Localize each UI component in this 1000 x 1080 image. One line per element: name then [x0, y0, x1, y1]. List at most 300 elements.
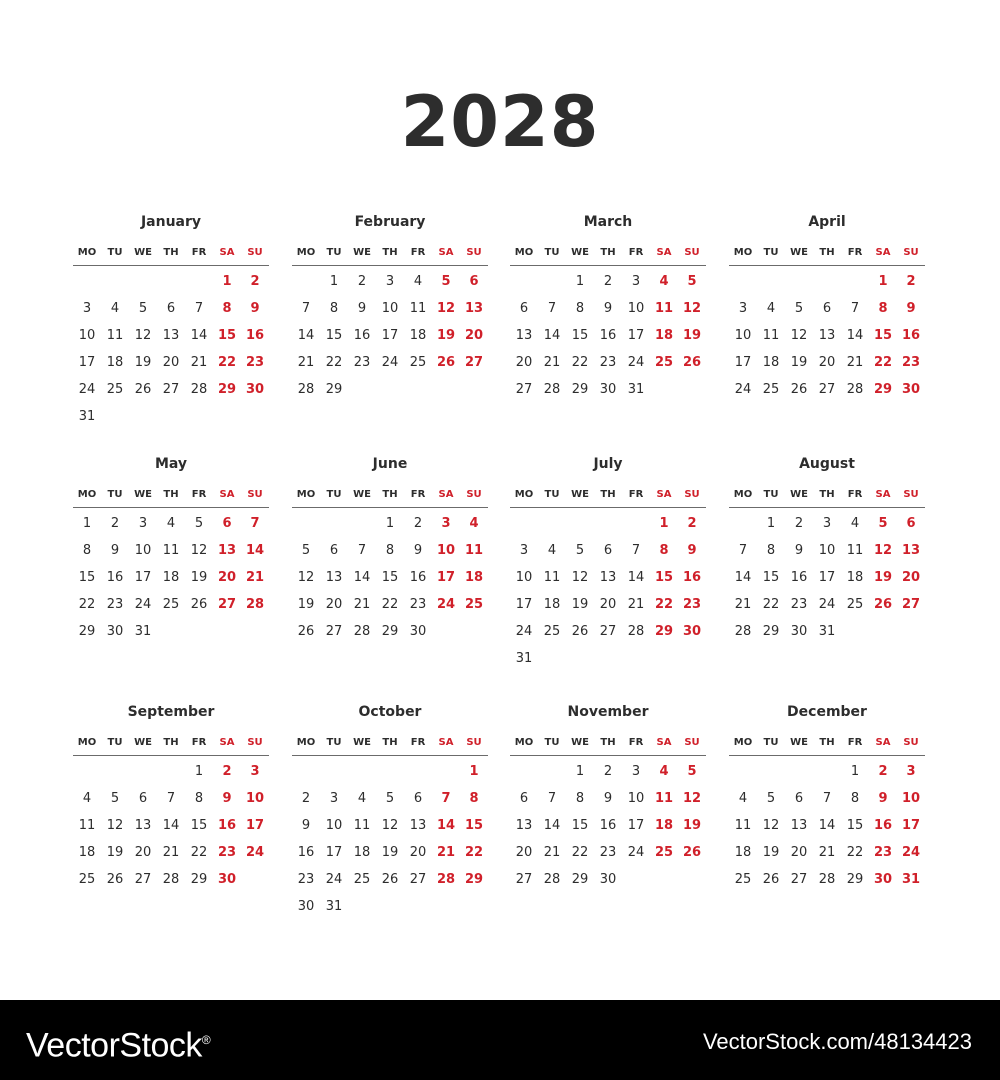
- day: 27: [790, 872, 808, 887]
- day: 15: [381, 570, 399, 585]
- weekday-header: SA: [875, 737, 891, 748]
- day: 19: [790, 355, 808, 370]
- weekday-header: WE: [571, 247, 589, 258]
- weekday-header: FR: [410, 737, 426, 748]
- day: 6: [519, 301, 529, 316]
- day: 29: [762, 624, 780, 639]
- weekday-header: MO: [514, 247, 534, 258]
- month-name: February: [354, 214, 426, 230]
- empty-cell: [785, 758, 813, 785]
- day: 14: [543, 818, 561, 833]
- weekend-day: 6: [906, 516, 916, 531]
- weekday-header: WE: [134, 247, 152, 258]
- weekday-header: TU: [326, 737, 342, 748]
- weekday-header: FR: [847, 247, 863, 258]
- weekday-header: SA: [656, 737, 672, 748]
- month-june: [292, 454, 488, 645]
- weekend-day: 31: [901, 872, 921, 887]
- weekend-day: 10: [245, 791, 265, 806]
- month-november: [510, 702, 706, 893]
- day: 13: [515, 328, 533, 343]
- weekend-day: 23: [682, 597, 702, 612]
- day: 3: [738, 301, 748, 316]
- day: 6: [413, 791, 423, 806]
- weekend-day: 4: [469, 516, 479, 531]
- day: 28: [162, 872, 180, 887]
- weekday-header: FR: [191, 737, 207, 748]
- month-august: [729, 454, 925, 645]
- day: 10: [134, 543, 152, 558]
- month-name: May: [154, 456, 188, 472]
- day: 10: [381, 301, 399, 316]
- day: 25: [734, 872, 752, 887]
- day: 8: [385, 543, 395, 558]
- month-september: [73, 702, 269, 893]
- day: 6: [138, 791, 148, 806]
- weekday-header: WE: [790, 489, 808, 500]
- weekend-day: 8: [469, 791, 479, 806]
- weekday-header: SU: [247, 737, 263, 748]
- weekday-header: TU: [544, 489, 560, 500]
- calendar-year-title: 2028: [400, 81, 600, 163]
- weekend-day: 30: [245, 382, 265, 397]
- day: 17: [627, 818, 645, 833]
- day: 5: [794, 301, 804, 316]
- weekend-day: 15: [464, 818, 484, 833]
- day: 19: [762, 845, 780, 860]
- empty-cell: [320, 510, 348, 537]
- weekend-day: 23: [901, 355, 921, 370]
- weekday-header-row: [729, 488, 925, 508]
- day: 20: [515, 845, 533, 860]
- weekend-day: 19: [682, 818, 702, 833]
- empty-cell: [813, 758, 841, 785]
- day: 16: [599, 328, 617, 343]
- empty-cell: [841, 268, 869, 295]
- weekday-header-row: [729, 736, 925, 756]
- month-name: March: [583, 214, 633, 230]
- day: 27: [515, 872, 533, 887]
- day: 3: [519, 543, 529, 558]
- weekday-header: WE: [134, 489, 152, 500]
- weekend-day: 3: [906, 764, 916, 779]
- day: 10: [627, 791, 645, 806]
- weekend-day: 26: [436, 355, 456, 370]
- day: 8: [575, 301, 585, 316]
- day: 15: [78, 570, 96, 585]
- weekend-day: 23: [245, 355, 265, 370]
- weekday-header: SA: [219, 489, 235, 500]
- day: 26: [106, 872, 124, 887]
- weekday-header: TH: [382, 247, 398, 258]
- month-december: [729, 702, 925, 893]
- day: 9: [794, 543, 804, 558]
- day: 22: [762, 597, 780, 612]
- weekend-day: 18: [654, 818, 674, 833]
- day: 11: [734, 818, 752, 833]
- day: 20: [134, 845, 152, 860]
- weekend-day: 13: [901, 543, 921, 558]
- day: 6: [166, 301, 176, 316]
- day: 1: [575, 274, 585, 289]
- day: 18: [162, 570, 180, 585]
- weekday-header: TU: [326, 489, 342, 500]
- day: 20: [325, 597, 343, 612]
- day: 4: [357, 791, 367, 806]
- weekday-header: TU: [107, 247, 123, 258]
- day: 18: [409, 328, 427, 343]
- weekend-day: 26: [682, 845, 702, 860]
- watermark-footer: [0, 1000, 1000, 1080]
- weekend-day: 25: [464, 597, 484, 612]
- weekday-header: TH: [600, 247, 616, 258]
- day: 17: [381, 328, 399, 343]
- day: 21: [162, 845, 180, 860]
- day: 6: [794, 791, 804, 806]
- day: 10: [515, 570, 533, 585]
- weekday-header-row: [729, 246, 925, 266]
- day: 2: [794, 516, 804, 531]
- day: 8: [575, 791, 585, 806]
- day: 28: [734, 624, 752, 639]
- day: 29: [571, 382, 589, 397]
- month-january: [73, 212, 269, 430]
- weekday-header: WE: [571, 489, 589, 500]
- day: 21: [818, 845, 836, 860]
- day: 4: [110, 301, 120, 316]
- day: 17: [325, 845, 343, 860]
- day: 7: [194, 301, 204, 316]
- weekday-header: SU: [903, 247, 919, 258]
- day: 15: [762, 570, 780, 585]
- weekend-day: 28: [245, 597, 265, 612]
- weekday-header-row: [292, 246, 488, 266]
- day: 5: [301, 543, 311, 558]
- weekday-header: TU: [763, 247, 779, 258]
- day: 25: [162, 597, 180, 612]
- day: 12: [190, 543, 208, 558]
- day: 22: [325, 355, 343, 370]
- day: 9: [357, 301, 367, 316]
- weekend-day: 24: [901, 845, 921, 860]
- day-grid: [73, 756, 269, 893]
- day: 13: [325, 570, 343, 585]
- day: 12: [571, 570, 589, 585]
- day: 31: [818, 624, 836, 639]
- day-grid: [292, 508, 488, 645]
- empty-cell: [157, 758, 185, 785]
- empty-cell: [73, 758, 101, 785]
- day: 1: [329, 274, 339, 289]
- weekend-day: 23: [873, 845, 893, 860]
- weekday-header: TU: [544, 247, 560, 258]
- day: 27: [325, 624, 343, 639]
- day: 21: [846, 355, 864, 370]
- day: 17: [134, 570, 152, 585]
- day: 20: [515, 355, 533, 370]
- weekday-header: MO: [296, 247, 316, 258]
- empty-cell: [185, 268, 213, 295]
- weekend-day: 2: [878, 764, 888, 779]
- weekend-day: 9: [687, 543, 697, 558]
- weekend-day: 25: [654, 355, 674, 370]
- weekday-header: SA: [656, 489, 672, 500]
- weekend-day: 15: [873, 328, 893, 343]
- weekday-header: WE: [571, 737, 589, 748]
- day: 25: [78, 872, 96, 887]
- weekend-day: 17: [901, 818, 921, 833]
- weekend-day: 26: [682, 355, 702, 370]
- day: 25: [353, 872, 371, 887]
- day: 5: [385, 791, 395, 806]
- day: 17: [734, 355, 752, 370]
- day: 18: [762, 355, 780, 370]
- day: 14: [543, 328, 561, 343]
- month-name: April: [808, 214, 846, 230]
- weekend-day: 10: [901, 791, 921, 806]
- image-id: VectorStock.com/48134423: [702, 1029, 972, 1054]
- weekend-day: 8: [222, 301, 232, 316]
- weekday-header: SU: [903, 489, 919, 500]
- day: 8: [850, 791, 860, 806]
- day: 18: [78, 845, 96, 860]
- day: 28: [543, 872, 561, 887]
- weekday-header: TH: [163, 737, 179, 748]
- day: 26: [134, 382, 152, 397]
- month-march: [510, 212, 706, 403]
- day: 14: [627, 570, 645, 585]
- day: 15: [846, 818, 864, 833]
- day: 5: [194, 516, 204, 531]
- day: 25: [409, 355, 427, 370]
- weekend-day: 9: [906, 301, 916, 316]
- day: 24: [627, 355, 645, 370]
- day: 7: [631, 543, 641, 558]
- empty-cell: [292, 268, 320, 295]
- day: 7: [357, 543, 367, 558]
- empty-cell: [129, 758, 157, 785]
- empty-cell: [348, 510, 376, 537]
- day: 14: [297, 328, 315, 343]
- weekday-header: MO: [733, 247, 753, 258]
- day: 23: [106, 597, 124, 612]
- empty-cell: [432, 758, 460, 785]
- day: 15: [571, 818, 589, 833]
- weekend-day: 29: [464, 872, 484, 887]
- month-name: January: [140, 214, 202, 230]
- day: 8: [194, 791, 204, 806]
- day: 12: [790, 328, 808, 343]
- day-grid: [510, 508, 706, 672]
- day: 18: [846, 570, 864, 585]
- day: 23: [599, 845, 617, 860]
- weekend-day: 5: [441, 274, 451, 289]
- weekend-day: 2: [906, 274, 916, 289]
- weekend-day: 11: [464, 543, 484, 558]
- weekday-header: SU: [903, 737, 919, 748]
- weekday-header: SA: [875, 489, 891, 500]
- day: 3: [822, 516, 832, 531]
- day: 13: [162, 328, 180, 343]
- day: 9: [413, 543, 423, 558]
- vectorstock-logo: VectorStock®: [26, 1026, 211, 1065]
- day: 25: [762, 382, 780, 397]
- day: 31: [78, 409, 96, 424]
- day: 4: [82, 791, 92, 806]
- weekday-header: TH: [600, 489, 616, 500]
- day: 25: [543, 624, 561, 639]
- weekend-day: 11: [654, 301, 674, 316]
- weekend-day: 28: [436, 872, 456, 887]
- weekend-day: 22: [217, 355, 237, 370]
- day: 30: [790, 624, 808, 639]
- empty-cell: [320, 758, 348, 785]
- day: 10: [734, 328, 752, 343]
- weekend-day: 23: [217, 845, 237, 860]
- empty-cell: [538, 268, 566, 295]
- day: 7: [738, 543, 748, 558]
- day: 12: [381, 818, 399, 833]
- day: 2: [110, 516, 120, 531]
- weekday-header: TH: [600, 737, 616, 748]
- weekend-day: 3: [441, 516, 451, 531]
- empty-cell: [566, 510, 594, 537]
- weekend-day: 2: [222, 764, 232, 779]
- day: 12: [297, 570, 315, 585]
- day: 20: [599, 597, 617, 612]
- weekday-header: MO: [77, 737, 97, 748]
- weekday-header: MO: [733, 737, 753, 748]
- day: 22: [190, 845, 208, 860]
- weekday-header: TH: [819, 489, 835, 500]
- day: 26: [571, 624, 589, 639]
- day: 19: [190, 570, 208, 585]
- weekday-header: SA: [656, 247, 672, 258]
- weekday-header: WE: [353, 489, 371, 500]
- weekday-header: TU: [107, 737, 123, 748]
- day: 4: [766, 301, 776, 316]
- weekday-header: SA: [438, 489, 454, 500]
- day: 6: [329, 543, 339, 558]
- day: 28: [297, 382, 315, 397]
- day-grid: [292, 756, 488, 920]
- day: 24: [734, 382, 752, 397]
- month-name: November: [567, 704, 649, 720]
- weekend-day: 2: [250, 274, 260, 289]
- weekday-header: SU: [466, 489, 482, 500]
- day: 15: [190, 818, 208, 833]
- day-grid: [729, 508, 925, 645]
- empty-cell: [376, 758, 404, 785]
- weekend-day: 5: [687, 274, 697, 289]
- day: 31: [515, 651, 533, 666]
- day: 16: [106, 570, 124, 585]
- day: 3: [631, 764, 641, 779]
- day: 2: [603, 764, 613, 779]
- weekend-day: 24: [436, 597, 456, 612]
- day: 1: [575, 764, 585, 779]
- empty-cell: [729, 268, 757, 295]
- day: 1: [766, 516, 776, 531]
- day: 11: [106, 328, 124, 343]
- day: 7: [547, 791, 557, 806]
- weekday-header: MO: [733, 489, 753, 500]
- weekday-header: SU: [247, 247, 263, 258]
- day: 28: [190, 382, 208, 397]
- empty-cell: [101, 758, 129, 785]
- weekend-day: 7: [250, 516, 260, 531]
- empty-cell: [785, 268, 813, 295]
- weekend-day: 18: [464, 570, 484, 585]
- empty-cell: [510, 268, 538, 295]
- weekend-day: 9: [878, 791, 888, 806]
- day: 11: [543, 570, 561, 585]
- day: 14: [190, 328, 208, 343]
- day: 1: [850, 764, 860, 779]
- day: 2: [413, 516, 423, 531]
- day: 30: [409, 624, 427, 639]
- day: 29: [78, 624, 96, 639]
- weekday-header: MO: [514, 489, 534, 500]
- weekday-header: SU: [247, 489, 263, 500]
- day: 19: [134, 355, 152, 370]
- weekend-day: 5: [687, 764, 697, 779]
- day: 7: [850, 301, 860, 316]
- day: 14: [162, 818, 180, 833]
- day: 16: [409, 570, 427, 585]
- empty-cell: [404, 758, 432, 785]
- day: 6: [603, 543, 613, 558]
- day: 2: [301, 791, 311, 806]
- empty-cell: [538, 510, 566, 537]
- day: 16: [599, 818, 617, 833]
- day: 16: [297, 845, 315, 860]
- weekend-day: 12: [682, 791, 702, 806]
- day: 20: [790, 845, 808, 860]
- day: 27: [515, 382, 533, 397]
- day: 4: [166, 516, 176, 531]
- day: 22: [571, 845, 589, 860]
- day: 7: [547, 301, 557, 316]
- day: 29: [846, 872, 864, 887]
- weekend-day: 29: [217, 382, 237, 397]
- weekday-header: TU: [326, 247, 342, 258]
- day: 5: [110, 791, 120, 806]
- empty-cell: [757, 268, 785, 295]
- weekend-day: 13: [217, 543, 237, 558]
- weekend-day: 20: [217, 570, 237, 585]
- day: 22: [381, 597, 399, 612]
- weekend-day: 30: [682, 624, 702, 639]
- weekend-day: 14: [245, 543, 265, 558]
- weekend-day: 1: [659, 516, 669, 531]
- day: 20: [818, 355, 836, 370]
- day-grid: [729, 756, 925, 893]
- weekend-day: 19: [873, 570, 893, 585]
- weekday-header-row: [73, 246, 269, 266]
- weekday-header: MO: [296, 489, 316, 500]
- day: 5: [138, 301, 148, 316]
- weekend-day: 13: [464, 301, 484, 316]
- month-april: [729, 212, 925, 403]
- day: 24: [515, 624, 533, 639]
- day: 20: [409, 845, 427, 860]
- month-july: [510, 454, 706, 672]
- weekend-day: 22: [654, 597, 674, 612]
- day: 15: [325, 328, 343, 343]
- month-name: June: [372, 456, 408, 472]
- day: 13: [818, 328, 836, 343]
